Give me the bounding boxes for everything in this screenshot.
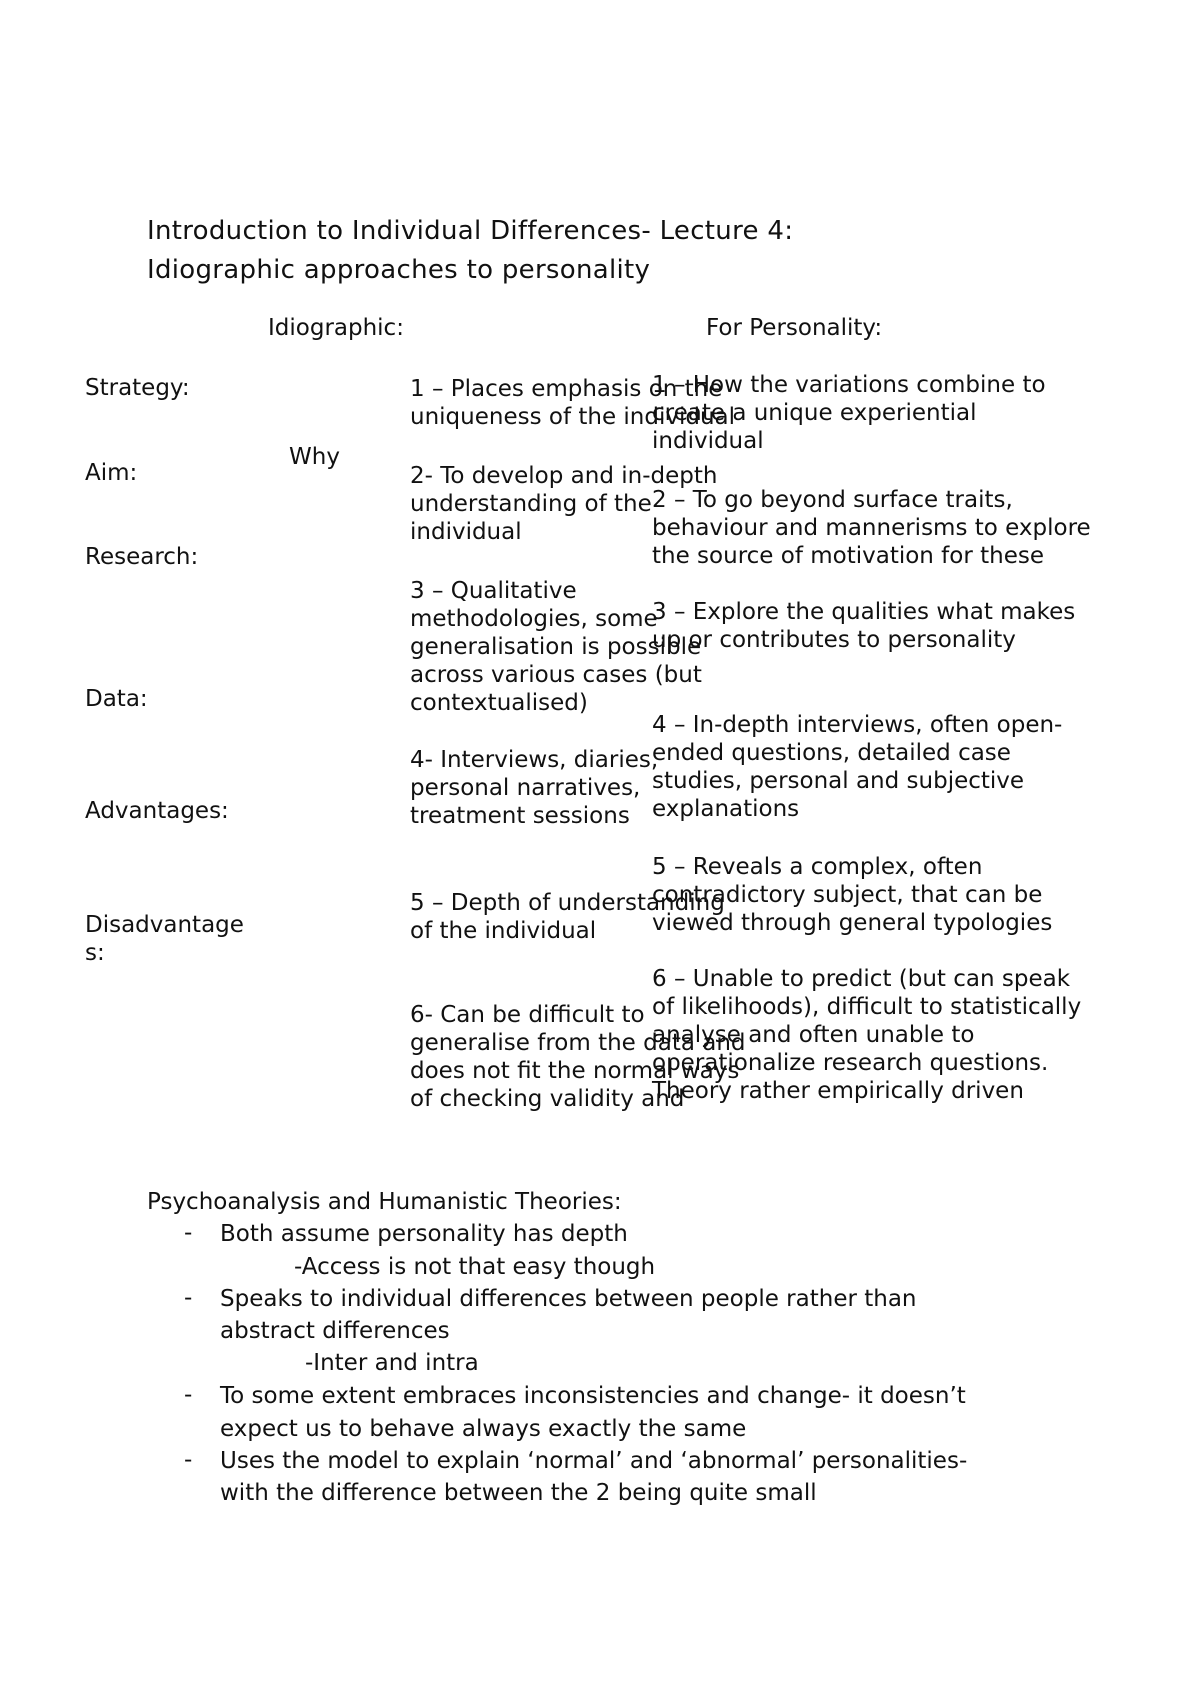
bullet-2-line-1: Speaks to individual differences between people rather than xyxy=(220,1286,917,1312)
text-line: does not fit the normal ways xyxy=(410,1058,740,1084)
bullet-1-sub: -Access is not that easy though xyxy=(294,1254,656,1280)
text-line: of checking validity and xyxy=(410,1086,685,1111)
bullet-4-line-2: with the difference between the 2 being quite small xyxy=(220,1480,817,1506)
text-line: 6 – Unable to predict (but can speak xyxy=(652,966,1071,992)
bullet-2-sub: -Inter and intra xyxy=(305,1350,479,1376)
idiographic-data xyxy=(410,746,658,830)
label-why: Why xyxy=(289,444,340,470)
idiographic-header: Idiographic: xyxy=(268,315,404,341)
text-line: 2 – To go beyond surface traits, xyxy=(652,487,1013,513)
text-line: studies, personal and subjective xyxy=(652,768,1025,794)
label-research: Research: xyxy=(85,544,199,570)
text-line: personal narratives, xyxy=(410,775,641,801)
text-line: generalisation is possible xyxy=(410,634,702,660)
for-personality-header: For Personality: xyxy=(706,315,883,341)
section-heading: Psychoanalysis and Humanistic Theories: xyxy=(147,1189,622,1215)
text-line: up or contributes to personality xyxy=(652,627,1016,653)
text-line: individual xyxy=(652,428,764,454)
text-line: of the individual xyxy=(410,918,597,944)
personality-advantages xyxy=(652,853,1052,937)
label-strategy: Strategy: xyxy=(85,375,190,401)
text-line: the source of motivation for these xyxy=(652,543,1044,569)
text-line: 4 – In-depth interviews, often open- xyxy=(652,712,1063,738)
personality-data xyxy=(652,711,1062,823)
label-aim: Aim: xyxy=(85,460,138,486)
bullet-dash: - xyxy=(184,1220,193,1246)
text-line: understanding of the xyxy=(410,491,652,517)
label-disadvantages-line-2: s: xyxy=(85,940,105,966)
label-disadvantages-line-1: Disadvantage xyxy=(85,912,244,938)
text-line: 4- Interviews, diaries, xyxy=(410,747,659,773)
text-line: behaviour and mannerisms to explore xyxy=(652,515,1091,541)
bullet-1: Both assume personality has depth xyxy=(220,1221,628,1247)
bullet-dash: - xyxy=(184,1382,193,1408)
text-line: contextualised) xyxy=(410,690,588,716)
text-line: 1 – Places emphasis on the xyxy=(410,376,723,402)
label-data: Data: xyxy=(85,686,148,712)
text-line: methodologies, some xyxy=(410,606,658,632)
personality-aim xyxy=(652,486,1091,570)
bullet-2-line-2: abstract differences xyxy=(220,1318,450,1344)
bullet-dash: - xyxy=(184,1285,193,1311)
bullet-3-line-1: To some extent embraces inconsistencies and change- it doesn’t xyxy=(220,1383,966,1409)
text-line: 3 – Qualitative xyxy=(410,578,577,604)
text-line: contradictory subject, that can be xyxy=(652,882,1043,908)
text-line: 5 – Depth of understanding xyxy=(410,890,725,916)
text-line: generalise from the data and xyxy=(410,1030,746,1056)
text-line: 3 – Explore the qualities what makes xyxy=(652,599,1076,625)
text-line: explanations xyxy=(652,796,800,822)
bullet-3-line-2: expect us to behave always exactly the same xyxy=(220,1416,747,1442)
bullet-4-line-1: Uses the model to explain ‘normal’ and ‘abnormal’ personalities- xyxy=(220,1448,968,1474)
document-title-line-2: Idiographic approaches to personality xyxy=(147,255,651,285)
text-line: operationalize research questions. xyxy=(652,1050,1049,1076)
text-line: viewed through general typologies xyxy=(652,910,1053,936)
text-line: 1 – How the variations combine to xyxy=(652,372,1046,398)
text-line: treatment sessions xyxy=(410,803,630,829)
text-line: 2- To develop and in-depth xyxy=(410,463,718,489)
personality-strategy xyxy=(652,371,1046,455)
text-line: of likelihoods), difficult to statistically xyxy=(652,994,1082,1020)
text-line: across various cases (but xyxy=(410,662,702,688)
personality-disadvantages xyxy=(652,965,1081,1105)
text-line: ended questions, detailed case xyxy=(652,740,1011,766)
document-title-line-1: Introduction to Individual Differences- Lecture 4: xyxy=(147,216,794,246)
text-line: 5 – Reveals a complex, often xyxy=(652,854,983,880)
text-line: analyse and often unable to xyxy=(652,1022,975,1048)
personality-research xyxy=(652,598,1075,654)
text-line: individual xyxy=(410,519,522,545)
text-line: Theory rather empirically driven xyxy=(652,1078,1024,1104)
label-advantages: Advantages: xyxy=(85,798,229,824)
text-line: uniqueness of the individual xyxy=(410,404,736,430)
text-line: create a unique experiential xyxy=(652,400,977,426)
text-line: 6- Can be difficult to xyxy=(410,1002,645,1028)
bullet-dash: - xyxy=(184,1447,193,1473)
